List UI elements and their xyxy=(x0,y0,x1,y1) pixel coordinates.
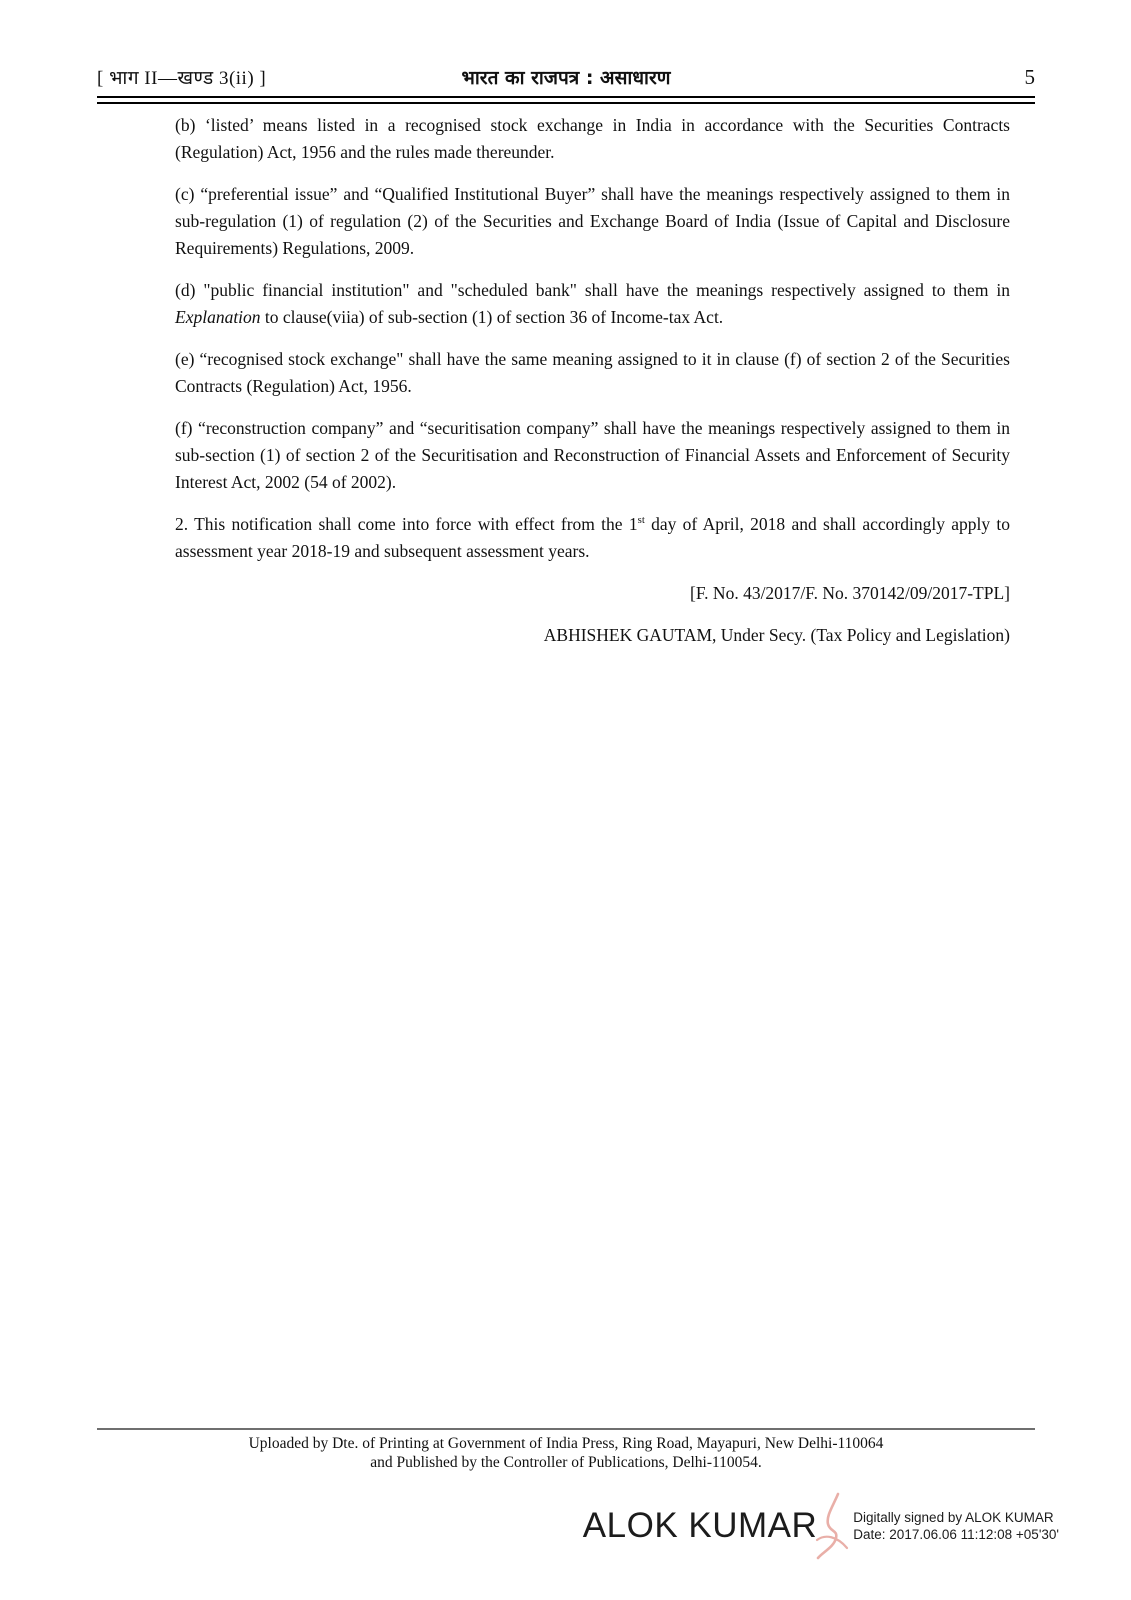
signature-details xyxy=(853,1509,1059,1543)
header-center-title: भारत का राजपत्र : असाधारण xyxy=(461,67,671,89)
footer-imprint-line-1: Uploaded by Dte. of Printing at Government of India Press, Ring Road, Mayapuri, New Delhi-110064 xyxy=(248,1435,884,1452)
signature-date: Date: 2017.06.06 11:12:08 +05'30' xyxy=(853,1527,1059,1542)
header-part-section: [ भाग II—खण्ड 3(ii) ] xyxy=(97,68,267,89)
footer-rule xyxy=(97,1428,1035,1430)
body-paragraph: [F. No. 43/2017/F. No. 370142/09/2017-TPL] xyxy=(690,583,1010,603)
body-paragraph: (e) “recognised stock exchange" shall have the same meaning assigned to it in clause (f) of section 2 of the Securities Contracts (Regulation) Act, 1956. xyxy=(175,349,1010,396)
footer-imprint xyxy=(97,1434,1035,1472)
page-header xyxy=(97,64,1035,92)
footer-imprint-line-2: and Published by the Controller of Publications, Delhi-110054. xyxy=(370,1454,762,1471)
body-paragraph: (d) "public financial institution" and "scheduled bank" shall have the meanings respectively assigned to them in Explanation to clause(viia) of sub-section (1) of section 36 of Income-tax Act. xyxy=(175,280,1010,327)
body-paragraph: (f) “reconstruction company” and “securitisation company” shall have the meanings respectively assigned to them in sub-section (1) of section 2 of the Securitisation and Reconstruction of Financial Assets and Enforcement of Security Interest Act, 2002 (54 of 2002). xyxy=(175,418,1010,492)
body-paragraph: ABHISHEK GAUTAM, Under Secy. (Tax Policy and Legislation) xyxy=(543,625,1010,645)
header-double-rule xyxy=(97,96,1035,104)
body-paragraph: 2. This notification shall come into force with effect from the 1st day of April, 2018 and shall accordingly apply to assessment year 2018-19 and subsequent assessment years. xyxy=(175,514,1011,561)
signature-flourish-icon xyxy=(811,1490,851,1562)
body-paragraph: (c) “preferential issue” and “Qualified Institutional Buyer” shall have the meanings respectively assigned to them in sub-regulation (1) of regulation (2) of the Securities and Exchange Board of India (Issue of Capital and Disclosure Requirements) Regulations, 2009. xyxy=(175,184,1010,258)
page-number: 5 xyxy=(1024,65,1035,89)
digital-signature-block xyxy=(583,1490,1059,1562)
signature-statement: Digitally signed by ALOK KUMAR xyxy=(853,1510,1054,1525)
signature-name: ALOK KUMAR xyxy=(582,1506,818,1545)
document-body xyxy=(175,112,1010,664)
body-paragraph: (b) ‘listed’ means listed in a recognised stock exchange in India in accordance with the Securities Contracts (Regulation) Act, 1956 and the rules made thereunder. xyxy=(175,115,1010,162)
